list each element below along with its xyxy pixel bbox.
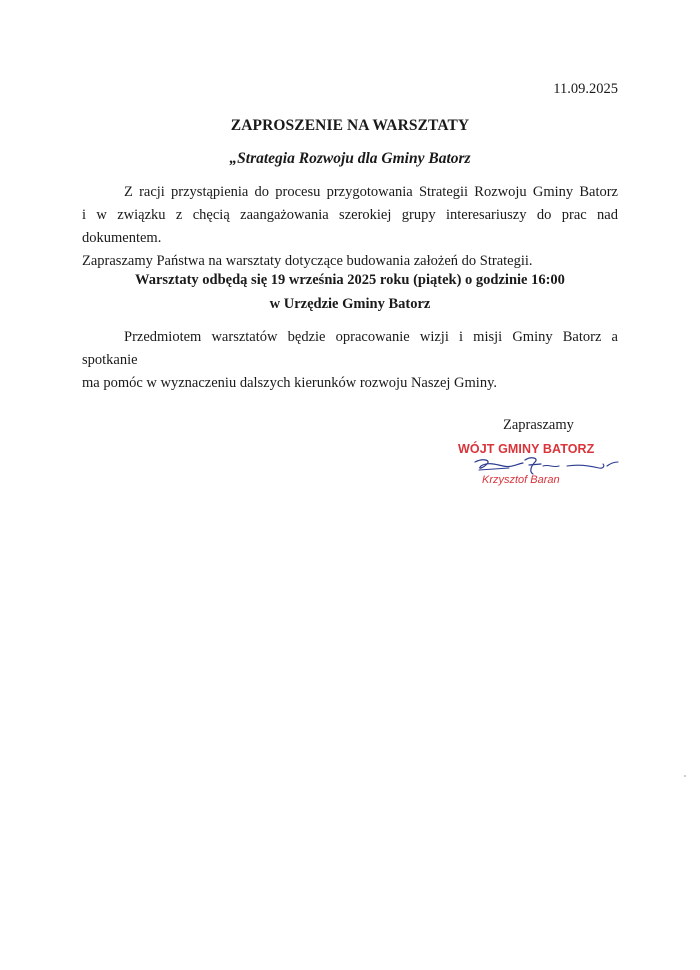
- intro-paragraph-line: Z racji przystąpienia do procesu przygotowania Strategii Rozwoju Gminy Batorz: [124, 184, 618, 200]
- closing-text: Zapraszamy: [503, 417, 574, 433]
- intro-paragraph-line: Zapraszamy Państwa na warsztaty dotyczące budowania założeń do Strategii.: [82, 253, 533, 269]
- stamp-name: Krzysztof Baran: [482, 474, 560, 486]
- letter-subtitle: „Strategia Rozwoju dla Gminy Batorz: [229, 150, 471, 167]
- letter-title: ZAPROSZENIE NA WARSZTATY: [230, 117, 470, 134]
- workshop-date-line: Warsztaty odbędą się 19 września 2025 roku (piątek) o godzinie 16:00: [135, 272, 565, 288]
- paper-speck: [684, 775, 686, 777]
- purpose-paragraph-line: Przedmiotem warsztatów będzie opracowanie wizji i misji Gminy Batorz a spotkanie: [82, 329, 618, 368]
- official-stamp: [455, 440, 625, 492]
- purpose-paragraph: [82, 326, 618, 395]
- workshop-location-line: w Urzędzie Gminy Batorz: [269, 296, 431, 312]
- stamp-title: WÓJT GMINY BATORZ: [458, 442, 595, 456]
- letter-date: 11.09.2025: [553, 81, 618, 97]
- intro-paragraph: [82, 181, 618, 273]
- intro-paragraph-line: i w związku z chęcią zaangażowania szerokiej grupy interesariuszy do prac nad dokumentem.: [82, 207, 618, 246]
- purpose-paragraph-line: ma pomóc w wyznaczeniu dalszych kierunków rozwoju Naszej Gminy.: [82, 375, 497, 391]
